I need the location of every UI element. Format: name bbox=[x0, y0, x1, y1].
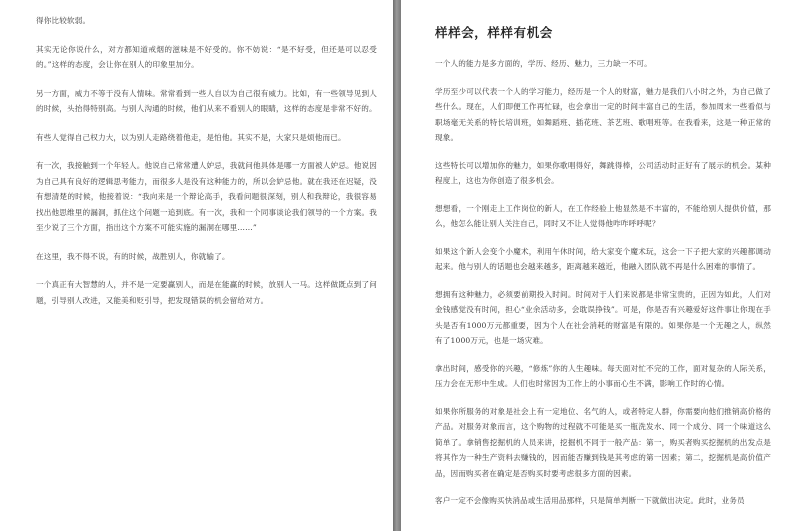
section-title: 样样会，样样有机会 bbox=[435, 25, 553, 40]
left-page bbox=[0, 0, 393, 531]
page-gutter bbox=[393, 0, 401, 531]
right-paragraph-3: 这些特长可以增加你的魅力，如果你歌唱得好，舞跳得棒，公司活动时正好有了展示的机会。某种程度上，这也为你创造了很多机会。 bbox=[435, 160, 771, 185]
left-paragraph-3: 另一方面，威力不等于没有人情味。常常看到一些人自以为自己很有威力。比如，有一些领导见到人的时候，头抬得特别高。与别人沟通的时候，他们从来不看别人的眼睛，这样的态度是非常不好的。 bbox=[36, 88, 377, 113]
left-paragraph-5: 有一次，我接触到一个年轻人。他说自己常常遭人妒忌，我就问他具体是哪一方面被人妒忌。他说因为自己具有良好的逻辑思考能力，而很多人是没有这种能力的，所以会妒忌他。就在我还在迟疑，没有想清楚的时候，他接着说：“我向来是一个辩论高手，我看问题很深刻，别人和我辩论，我很容易找出他思维里的漏洞，抓住这个问题一追到底。有一次，我和一个同事谈论我们领导的一个方案。我至少说了三个方面，指出这个方案不可能实施的漏洞在哪里……” bbox=[36, 161, 377, 232]
right-paragraph-4: 想想看，一个刚走上工作岗位的新人，在工作经验上他显然是不丰富的，不能给别人提供价值，那么，他怎么能让别人关注自己，同时又不让人觉得他咋咋呼呼呢？ bbox=[435, 203, 771, 228]
left-paragraph-2: 其实无论你说什么，对方都知道戒烟的滋味是不好受的。你不妨说：“是不好受，但还是可以忍受的。”这样的态度，会让你在别人的印象里加分。 bbox=[36, 44, 377, 69]
left-paragraph-7: 一个真正有大智慧的人，并不是一定要赢别人，而是在能赢的时候，放别人一马。这样做既点到了问题，引导别人改进，又能美和贬引导，把发现错误的机会留给对方。 bbox=[36, 280, 377, 305]
right-paragraph-9: 客户一定不会像购买快消品或生活用品那样，只是简单判断一下就做出决定。此时，业务员 bbox=[435, 496, 745, 505]
right-paragraph-5: 如果这个新人会变个小魔术，利用午休时间，给大家变个魔术玩，这会一下子把大家的兴趣都调动起来。他与别人的话题也会越来越多，距离越来越近，他融入团队就不再是什么困难的事情了。 bbox=[435, 246, 771, 271]
right-paragraph-6: 想拥有这种魅力，必须要前期投入时间。时间对于人们来说都是非常宝贵的，正因为如此，人们对金钱感觉没有时间，担心“业余活动多，会耽误挣钱”。可是，你是否有兴趣爱好这件事让你现在手头是否有1000万元都重要，因为个人在社会消耗的财富是有限的。如果你是一个无趣之人，纵然有了1000万元，也是一场灾难。 bbox=[435, 289, 771, 345]
right-page bbox=[401, 0, 799, 531]
left-paragraph-6: 在这里，我不得不说，有的时候，战胜别人，你就输了。 bbox=[36, 251, 230, 261]
left-paragraph-4: 有些人觉得自己权力大，以为别人走路绕着他走，是怕他。其实不是，大家只是烦他而已。 bbox=[36, 132, 346, 142]
right-paragraph-2: 学历至少可以代表一个人的学习能力，经历是一个人的财富，魅力是我们八小时之外，为自己做了些什么。现在，人们即便工作再忙碌，也会拿出一定的时间丰富自己的生活，参加周末一些看似与职场毫无关系的特长培训班，如舞蹈班、插花班、茶艺班、歌唱班等。在我看来，这是一种正常的现象。 bbox=[435, 86, 771, 142]
left-paragraph-1: 得你比较软弱。 bbox=[36, 16, 91, 25]
right-paragraph-7: 拿出时间，感受你的兴趣，“修炼”你的人生趣味。每天面对忙不完的工作，面对复杂的人际关系，压力会在无形中生成。人们也时常因为工作上的小事而心生不满，影响工作时的心情。 bbox=[435, 363, 771, 388]
right-paragraph-1: 一个人的能力是多方面的，学历、经历、魅力，三力缺一不可。 bbox=[435, 59, 652, 68]
right-paragraph-8: 如果你所服务的对象是社会上有一定地位、名气的人，或者特定人群，你需要向他们推销高价格的产品。对服务对象而言，这个购物的过程就不可能是买一瓶洗发水、同一个成分、同一个味道这么简单了。拿销售挖掘机的人员来讲，挖掘机不同于一般产品：第一，购买者购买挖掘机的出发点是将其作为一种生产资料去赚钱的，因而能否赚到钱是其考虑的第一因素；第二，挖掘机是高价值产品，因而购买者在确定是否购买时要考虑很多方面的因素。 bbox=[435, 406, 771, 478]
